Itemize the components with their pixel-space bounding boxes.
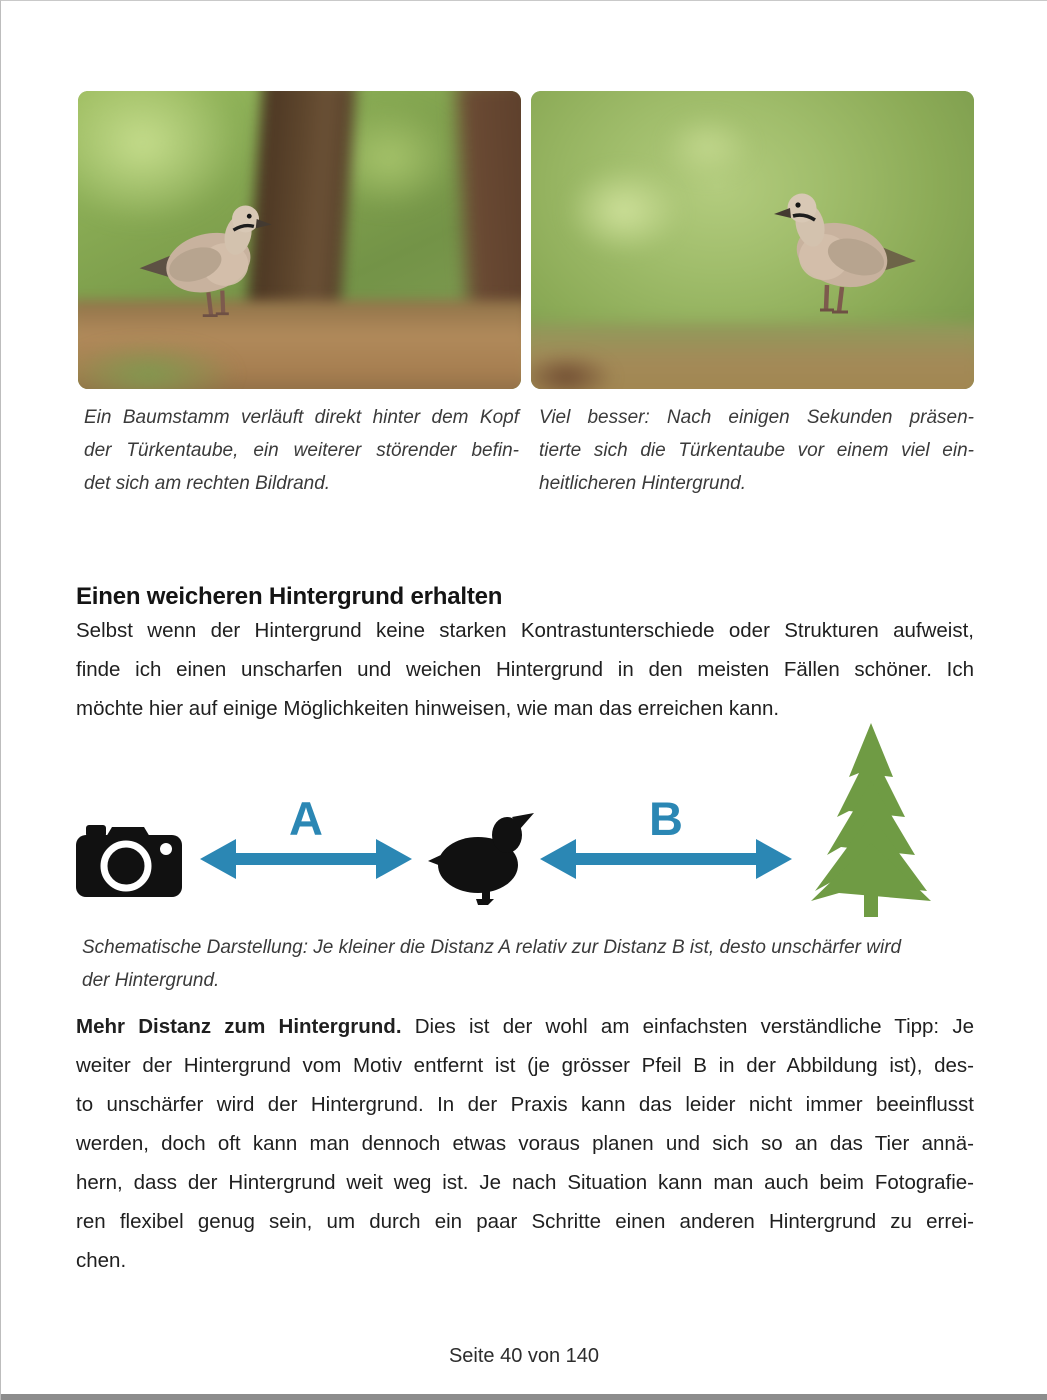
paragraph-line: ren flexibel genug sein, um durch ein paar Schritte einen anderen Hintergrund zu errei-	[76, 1210, 974, 1233]
photo-left-busy-background	[78, 91, 521, 389]
section-heading: Einen weicheren Hintergrund erhalten	[76, 582, 503, 610]
paragraph-line: finde ich einen unscharfen und weichen Hintergrund in den meisten Fällen schöner. Ich	[76, 658, 974, 681]
page-number: Seite 40 von 140	[448, 1345, 600, 1367]
paragraph-line: chen.	[76, 1249, 127, 1272]
lead-rest: Dies ist der wohl am einfachsten verständliche Tipp: Je	[401, 1015, 974, 1038]
paragraph-2	[76, 1007, 974, 1280]
caption-left	[78, 401, 519, 500]
caption-line: heitlicheren Hintergrund.	[539, 473, 747, 494]
duck-icon	[428, 809, 536, 905]
bokeh-highlight	[664, 115, 753, 181]
ground-patch	[531, 353, 615, 389]
distance-schematic-diagram	[76, 723, 974, 923]
caption-right	[533, 401, 974, 500]
caption-line: tierte sich die Türkentaube vor einem viel ein-	[539, 440, 974, 461]
paragraph-1	[76, 611, 974, 728]
distance-b-label: B	[649, 792, 683, 845]
caption-line: der Türkentaube, ein weiterer störender befin-	[84, 440, 519, 461]
caption-line: det sich am rechten Bildrand.	[84, 473, 331, 494]
photo-right-smooth-background	[531, 91, 974, 389]
collared-dove-facing-left	[749, 175, 925, 325]
caption-line: Viel besser: Nach einigen Sekunden präsen-	[539, 407, 974, 428]
bold-lead: Mehr Distanz zum Hintergrund.	[76, 1015, 402, 1038]
distance-a-label: A	[289, 792, 323, 845]
forest-floor-moss	[78, 341, 237, 389]
collared-dove-facing-right	[134, 187, 292, 329]
paragraph-line: Selbst wenn der Hintergrund keine starken Kontrastunterschiede oder Strukturen aufweist,	[76, 619, 974, 642]
page-bottom-edge	[1, 1394, 1047, 1400]
paragraph-line: to unschärfer wird der Hintergrund. In der Praxis kann das leider nicht immer beeinflusst	[76, 1093, 974, 1116]
caption-line: der Hintergrund.	[82, 970, 220, 991]
caption-line: Ein Baumstamm verläuft direkt hinter dem Kopf	[84, 407, 519, 428]
paragraph-line: werden, doch oft kann man dennoch etwas voraus planen und sich so an das Tier annä-	[76, 1132, 974, 1155]
paragraph-line: hern, dass der Hintergrund weit weg ist. Je nach Situation kann man auch beim Fotografie-	[76, 1171, 974, 1194]
arrow-a-icon	[200, 837, 412, 881]
tree-icon	[809, 723, 933, 917]
paragraph-line: möchte hier auf einige Möglichkeiten hinweisen, wie man das erreichen kann.	[76, 697, 780, 720]
camera-icon	[76, 819, 182, 897]
diagram-caption	[82, 931, 974, 997]
caption-row	[78, 401, 974, 500]
paragraph-line: weiter der Hintergrund vom Motiv entfernt ist (je grösser Pfeil B in der Abbildung ist), des-	[76, 1054, 974, 1077]
arrow-b-icon	[540, 837, 792, 881]
paragraph-line	[76, 1007, 974, 1046]
photo-row	[78, 91, 974, 389]
caption-line: Schematische Darstellung: Je kleiner die Distanz A relativ zur Distanz B ist, desto unschärfer wird	[82, 937, 902, 958]
